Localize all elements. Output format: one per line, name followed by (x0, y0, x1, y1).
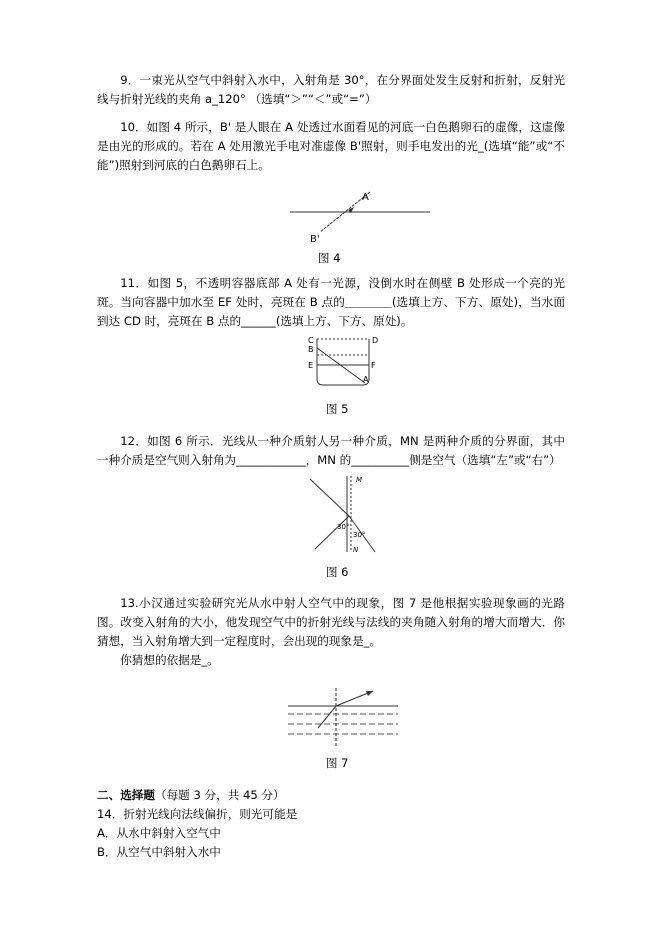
label-c: C (308, 336, 314, 345)
figure-5 (305, 335, 385, 390)
figure-7 (288, 688, 398, 748)
figure-7-caption: 图 7 (326, 756, 349, 770)
label-a: A (362, 192, 369, 203)
label-m: M (356, 476, 363, 484)
section-title: 二、选择题 (97, 788, 155, 802)
question-11: 11．如图 5，不透明容器底部 A 处有一光源，没倒水时在侧壁 B 处形成一个亮的光斑。当向容器中加水至 EF 处时，亮斑在 B 点的＿＿＿＿(选填上方、下方、原处)，当水面到达 CD 时，亮斑在 B 点的______(选填上方、下方、原处)。 (97, 276, 565, 328)
label-b: B (308, 345, 314, 354)
figure-6-caption: 图 6 (326, 565, 349, 579)
label-f: F (371, 361, 376, 370)
label-b: B' (310, 234, 320, 245)
question-13: 13.小汉通过实验研究光从水中射人空气中的现象，图 7 是他根据实验现象画的光路图。改变入射角的大小，他发现空气中的折射光线与法线的夹角随入射角的增大而增大．你猜想，当入射角增大到一定程度时，会出现的现象是_。 你猜想的依据是_。 (97, 596, 565, 667)
label-e: E (308, 361, 314, 370)
question-9: 9．一束光从空气中斜射入水中，入射角是 30°，在分界面处发生反射和折射，反射光线与折射光线的夹角 a_120° （选填“＞”“＜”或“=”） (97, 73, 565, 106)
question-14: 14．折射光线向法线偏折，则光可能是 (97, 807, 298, 821)
figure-4 (290, 190, 430, 250)
question-10: 10．如图 4 所示，B' 是人眼在 A 处透过水面看见的河底一白色鹅卵石的虚像，这虚像是由光的形成的。若在 A 处用激光手电对准虚像 B'照射，则手电发出的光_(选填“能”或“不能”)照射到河底的白色鹅卵石上。 (97, 120, 565, 172)
option-a: A．从水中斜射入空气中 (97, 826, 221, 840)
figure-4-caption: 图 4 (318, 251, 341, 265)
figure-6 (305, 474, 395, 554)
option-b: B．从空气中斜射入水中 (97, 845, 221, 859)
angle-label: 30° (353, 531, 366, 539)
label-d: D (372, 336, 379, 345)
label-n: N (353, 546, 359, 554)
label-a: A (363, 375, 369, 384)
question-12: 12．如图 6 所示．光线从一种介质射人另一种介质，MN 是两种介质的分界面，其中一种介质是空气则入射角为____________，MN 的__________侧是空气（选填“左”或“右”） (97, 434, 565, 467)
section-2 (97, 786, 565, 862)
figure-5-caption: 图 5 (326, 402, 349, 416)
angle-label: 30° (337, 523, 350, 531)
section-note: （每题 3 分，共 45 分） (154, 788, 285, 802)
